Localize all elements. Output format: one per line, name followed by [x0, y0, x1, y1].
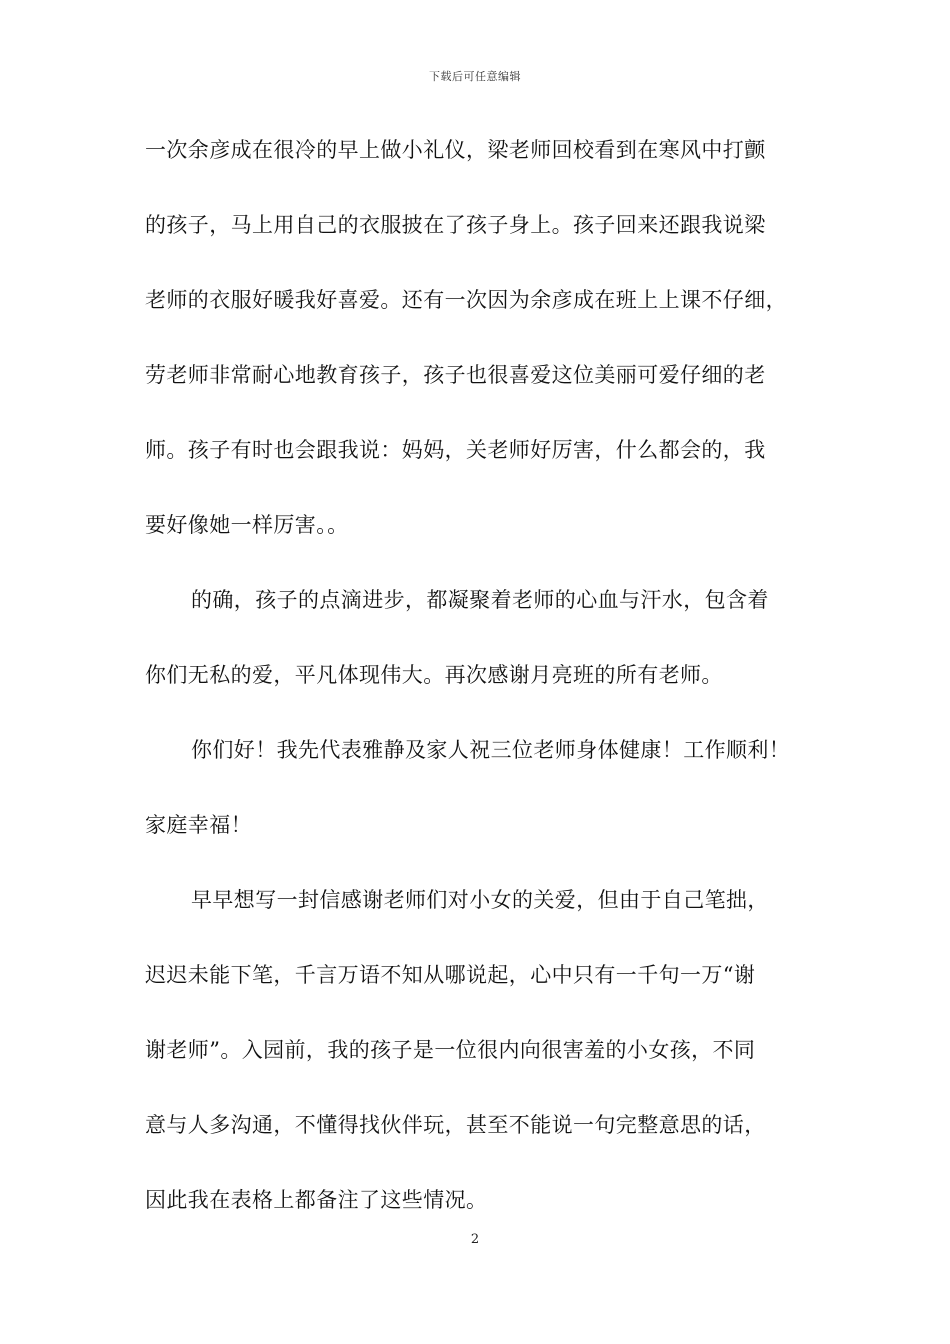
text-line-9: 你们好！我先代表雅静及家人祝三位老师身体健康！工作顺利！	[191, 738, 791, 762]
page-header-note: 下载后可任意编辑	[429, 70, 521, 83]
text-line-2: 的孩子，马上用自己的衣服披在了孩子身上。孩子回来还跟我说梁	[145, 213, 766, 237]
document-body	[145, 128, 825, 1253]
text-line-12: 迟迟未能下笔，千言万语不知从哪说起，心中只有一千句一万“谢	[145, 963, 756, 987]
text-line-4: 劳老师非常耐心地教育孩子，孩子也很喜爱这位美丽可爱仔细的老	[145, 363, 766, 387]
text-line-10: 家庭幸福！	[145, 813, 252, 837]
text-line-8: 你们无私的爱，平凡体现伟大。再次感谢月亮班的所有老师。	[145, 663, 723, 687]
text-line-13: 谢老师”。入园前，我的孩子是一位很内向很害羞的小女孩，不同	[145, 1038, 756, 1062]
text-line-15: 因此我在表格上都备注了这些情况。	[145, 1188, 488, 1212]
text-line-14: 意与人多沟通，不懂得找伙伴玩，甚至不能说一句完整意思的话，	[145, 1113, 766, 1137]
text-line-1: 一次余彦成在很冷的早上做小礼仪，梁老师回校看到在寒风中打颤	[145, 138, 766, 162]
text-line-3: 老师的衣服好暖我好喜爱。还有一次因为余彦成在班上上课不仔细，	[145, 288, 787, 312]
text-line-7: 的确，孩子的点滴进步，都凝聚着老师的心血与汗水，包含着	[191, 588, 769, 612]
text-line-11: 早早想写一封信感谢老师们对小女的关爱，但由于自己笔拙，	[191, 888, 769, 912]
text-line-6: 要好像她一样厉害。。	[145, 513, 349, 537]
page-number: 2	[470, 1232, 480, 1247]
text-line-5: 师。孩子有时也会跟我说：妈妈，关老师好厉害，什么都会的，我	[145, 438, 766, 462]
